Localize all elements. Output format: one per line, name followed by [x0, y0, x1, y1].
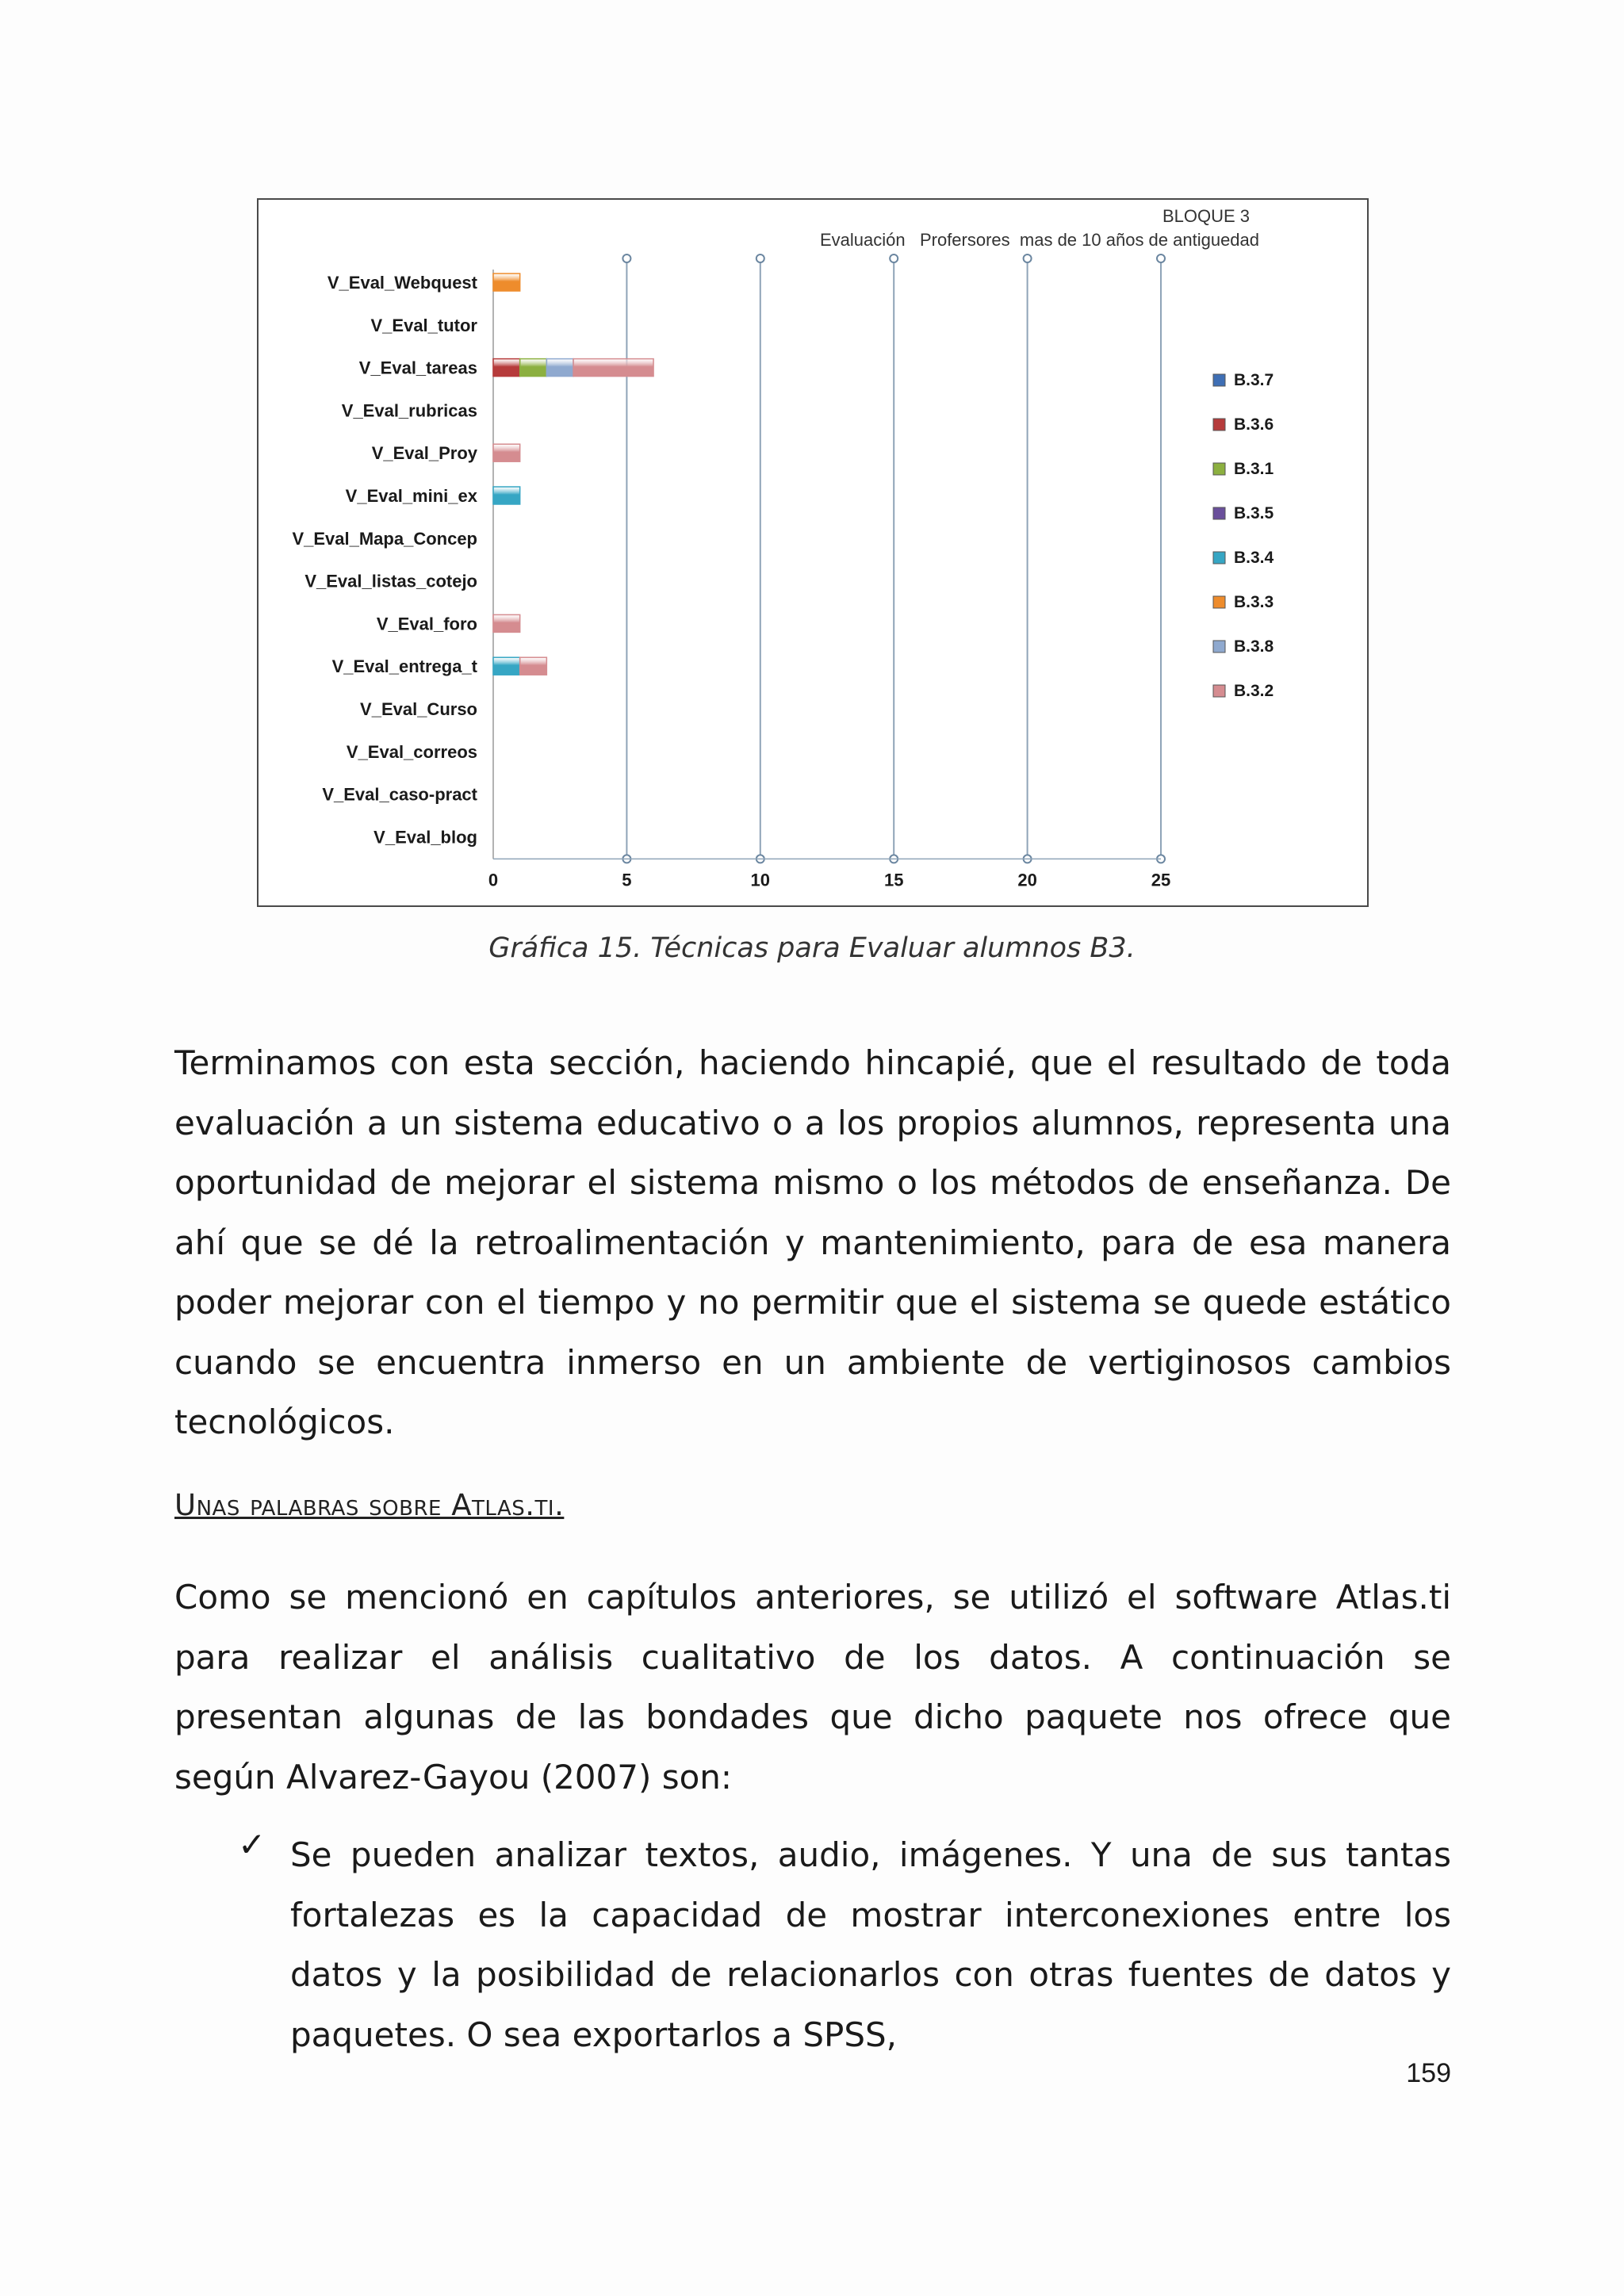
bar-segment — [493, 614, 520, 632]
legend-swatch — [1213, 507, 1225, 519]
category-label: V_Eval_entrega_t — [331, 656, 477, 677]
category-label: V_Eval_mini_ex — [345, 486, 477, 506]
bar-segment — [493, 657, 520, 675]
legend-swatch — [1213, 374, 1225, 386]
bar-segment — [520, 657, 547, 675]
legend-label: B.3.4 — [1234, 549, 1274, 567]
legend-swatch — [1213, 685, 1225, 697]
legend-label: B.3.6 — [1234, 415, 1274, 434]
category-label: V_Eval_correos — [346, 741, 477, 762]
category-label: V_Eval_Webquest — [327, 273, 477, 293]
legend-label: B.3.8 — [1234, 637, 1274, 656]
grid-marker — [890, 254, 898, 262]
x-tick-label: 20 — [1017, 870, 1037, 890]
legend — [1213, 371, 1274, 700]
bar-segment — [493, 444, 520, 461]
legend-swatch — [1213, 419, 1225, 430]
legend-label: B.3.1 — [1234, 460, 1274, 478]
category-label: V_Eval_foro — [376, 614, 477, 634]
legend-swatch — [1213, 641, 1225, 652]
x-tick-label: 10 — [750, 870, 771, 890]
bullet-item-text: Se pueden analizar textos, audio, imágenes. Y una de sus tantas fortalezas es la capacidad de mostrar interconexiones entre los datos y la posibilidad de relacionarlos con otras fuentes de datos y paquetes. O sea exportarlos a SPSS, — [290, 1835, 1451, 2054]
legend-swatch — [1213, 596, 1225, 608]
grid-lines — [493, 254, 1165, 863]
bar-segment — [573, 359, 653, 377]
category-label: V_Eval_blog — [373, 827, 477, 848]
grid-marker — [622, 254, 630, 262]
bar-segment — [493, 274, 520, 291]
chart-title: BLOQUE 3 — [1162, 206, 1251, 226]
grid-marker — [1157, 254, 1165, 262]
bars — [493, 274, 653, 675]
bar-chart — [257, 198, 1369, 907]
category-label: V_Eval_Mapa_Concep — [292, 528, 477, 549]
chart-canvas — [259, 200, 1367, 905]
x-tick-labels — [488, 870, 1170, 890]
bar-segment — [493, 359, 520, 377]
legend-label: B.3.3 — [1234, 593, 1274, 611]
legend-label: B.3.7 — [1234, 371, 1274, 389]
bar-segment — [546, 359, 573, 377]
bar-segment — [520, 359, 547, 377]
category-labels — [292, 273, 477, 847]
chart-subtitle: Evaluación Profersores mas de 10 años de antiguedad — [820, 230, 1260, 250]
grid-marker — [756, 254, 764, 262]
bar-segment — [493, 487, 520, 504]
category-label: V_Eval_tutor — [370, 315, 477, 335]
legend-label: B.3.5 — [1234, 504, 1274, 522]
category-label: V_Eval_Proy — [371, 443, 477, 464]
legend-swatch — [1213, 463, 1225, 475]
x-tick-label: 25 — [1151, 870, 1171, 890]
x-tick-label: 15 — [883, 870, 904, 890]
body-paragraph: Terminamos con esta sección, haciendo hincapié, que el resultado de toda evaluación a un sistema educativo o a los propios alumnos, representa una oportunidad de mejorar el sistema mismo o los métodos de enseñanza. De ahí que se dé la retroalimentación y mantenimiento, para de esa manera poder mejorar con el tiempo y no permitir que el sistema se quede estático cuando se encuentra inmerso en un ambiente de vertiginosos cambios tecnológicos. — [174, 1043, 1451, 1441]
check-icon: ✓ — [238, 1825, 266, 1864]
x-tick-label: 0 — [488, 870, 499, 890]
category-label: V_Eval_caso-pract — [322, 784, 477, 805]
category-label: V_Eval_Curso — [360, 699, 477, 719]
legend-label: B.3.2 — [1234, 682, 1274, 700]
x-tick-label: 5 — [622, 870, 632, 890]
body-paragraph: Como se mencionó en capítulos anteriores, se utilizó el software Atlas.ti para realizar el análisis cualitativo de los datos. A continuación se presentan algunas de las bondades que dicho paquete nos ofrece que según Alvarez-Gayou (2007) son: — [174, 1578, 1451, 1797]
legend-swatch — [1213, 552, 1225, 564]
category-label: V_Eval_tareas — [358, 358, 477, 378]
page-number: 159 — [1406, 2058, 1451, 2088]
grid-marker — [1024, 254, 1032, 262]
category-label: V_Eval_rubricas — [341, 400, 477, 421]
figure-caption: Gráfica 15. Técnicas para Evaluar alumnos B3. — [488, 932, 1136, 964]
section-heading: Unas palabras sobre Atlas.ti. — [174, 1488, 565, 1522]
category-label: V_Eval_listas_cotejo — [304, 571, 477, 591]
